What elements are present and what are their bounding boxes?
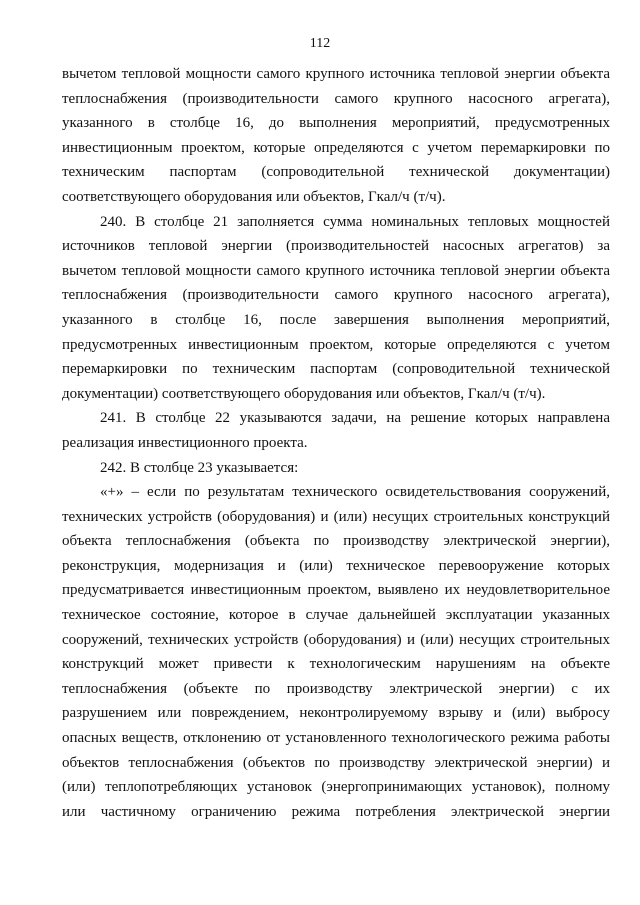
text-line: предусмотренных инвестиционным проектом, которые определяются с учетом <box>62 336 610 353</box>
text-line: предусматривается инвестиционным проектом, выявлено их неудовлетворительное <box>62 582 610 599</box>
text-line: 242. В столбце 23 указывается: <box>100 459 299 476</box>
text-line: разрушением или повреждением, неконтролируемому взрыву и (или) выбросу <box>62 705 610 722</box>
text-line: реконструкция, модернизация и (или) техническое перевооружение которых <box>62 557 610 574</box>
text-line: перемаркировки по техническим паспортам (сопроводительной технической <box>62 361 610 378</box>
text-line: сооружений, технических устройств (оборудования) и (или) несущих строительных <box>62 631 610 648</box>
text-line: опасных веществ, отклонению от установленного технологического режима работы <box>62 730 610 747</box>
text-line: объектов теплоснабжения (объектов по производству электрической энергии) и <box>62 754 610 771</box>
text-line: указанного в столбце 16, до выполнения мероприятий, предусмотренных <box>62 115 610 132</box>
text-line: вычетом тепловой мощности самого крупного источника тепловой энергии объекта <box>62 262 610 279</box>
text-line: 240. В столбце 21 заполняется сумма номинальных тепловых мощностей <box>100 213 610 230</box>
text-line: инвестиционным проектом, которые определяются с учетом перемаркировки по <box>62 139 610 156</box>
text-line: техническое состояние, которое в случае дальнейшей эксплуатации указанных <box>62 607 610 624</box>
text-line: теплоснабжения (производительности самого крупного насосного агрегата), <box>62 287 610 304</box>
text-line: указанного в столбце 16, после завершения выполнения мероприятий, <box>62 311 610 328</box>
text-line: «+» – если по результатам технического освидетельствования сооружений, <box>100 484 610 501</box>
text-line: теплоснабжения (производительности самого крупного насосного агрегата), <box>62 90 610 107</box>
text-line: реализация инвестиционного проекта. <box>62 434 308 451</box>
text-line: конструкций может привести к технологическим нарушениям на объекте <box>62 656 610 673</box>
text-line: технических устройств (оборудования) и (или) несущих строительных конструкций <box>62 508 610 525</box>
text-line: или частичному ограничению режима потребления электрической энергии <box>62 803 610 820</box>
text-line: теплоснабжения (объекте по производству электрической энергии) с их <box>62 680 610 697</box>
text-line: (или) теплопотребляющих установок (энергопринимающих установок), полному <box>62 779 610 796</box>
text-line: техническим паспортам (сопроводительной технической документации) <box>62 164 610 181</box>
text-line: вычетом тепловой мощности самого крупного источника тепловой энергии объекта <box>62 66 610 82</box>
text-line: 241. В столбце 22 указываются задачи, на решение которых направлена <box>100 410 610 427</box>
text-line: источников тепловой энергии (производительностей насосных агрегатов) за <box>62 238 610 255</box>
text-line: соответствующего оборудования или объектов, Гкал/ч (т/ч). <box>62 188 446 205</box>
text-line: документации) соответствующего оборудования или объектов, Гкал/ч (т/ч). <box>62 385 546 402</box>
page-number: 112 <box>309 36 331 51</box>
document-body <box>62 62 610 824</box>
text-line: объекта теплоснабжения (объекта по производству электрической энергии), <box>62 533 610 550</box>
